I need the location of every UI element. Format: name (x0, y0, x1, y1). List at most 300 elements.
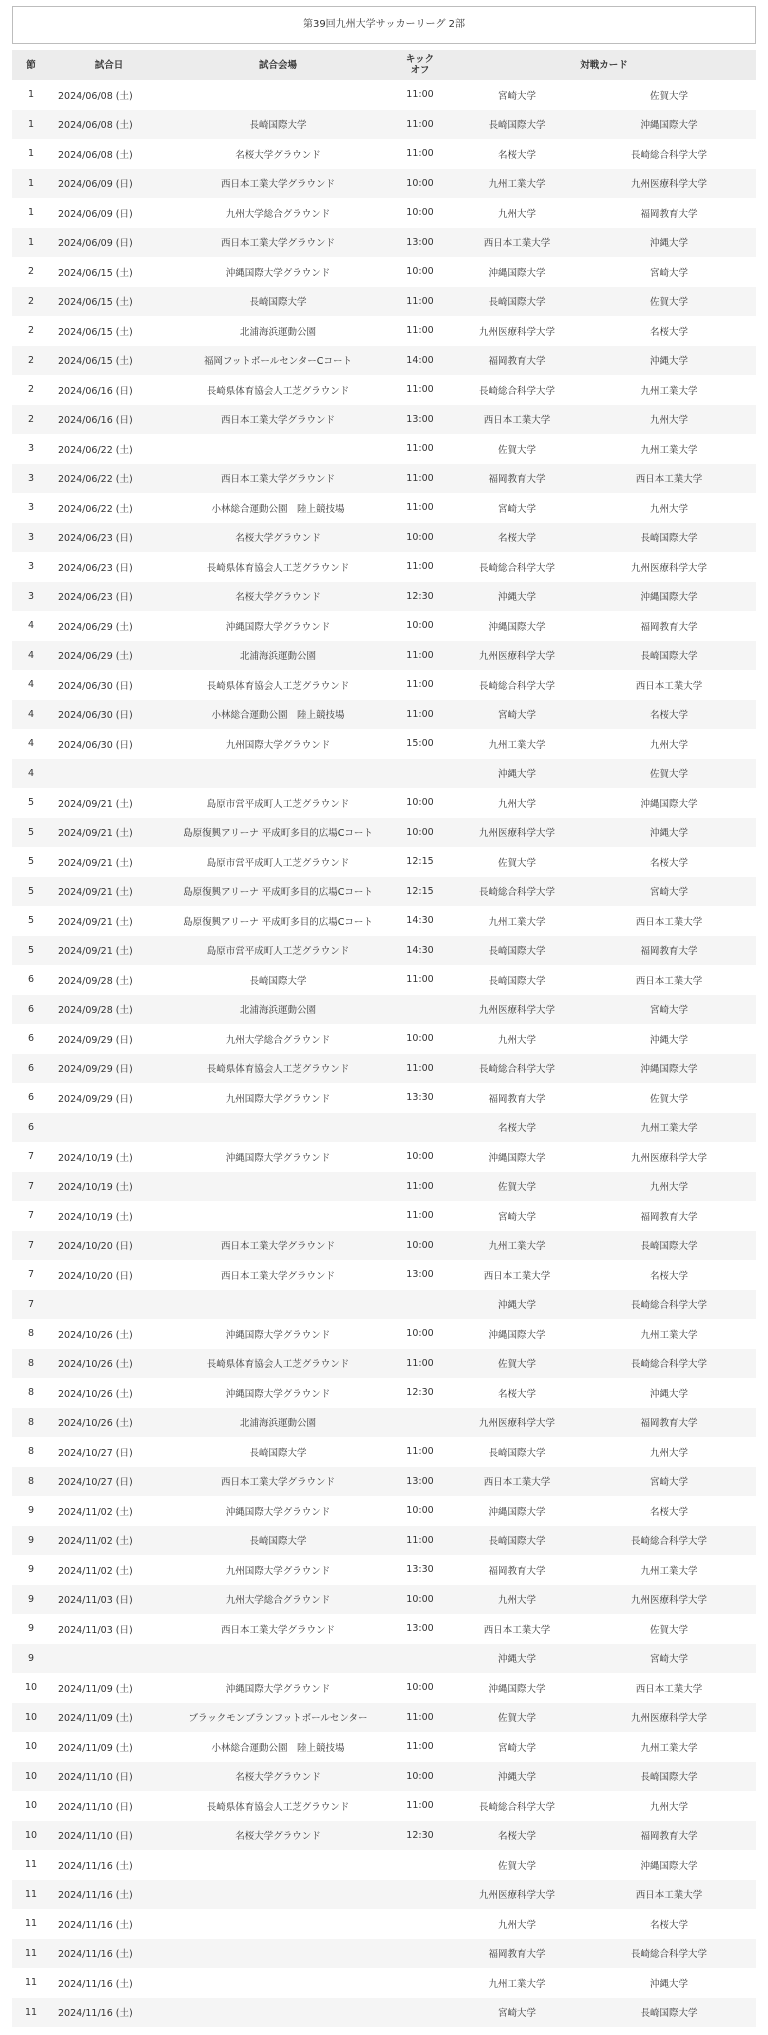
cell-section: 8 (27, 1446, 35, 1458)
cell-home-team: 九州工業大学 (488, 1241, 546, 1253)
cell-date: 2024/06/09 (日) (58, 238, 133, 250)
cell-home-team: 長崎総合科学大学 (478, 1064, 555, 1076)
cell-kickoff (388, 759, 452, 789)
cell-home-team: 九州大学 (497, 1595, 536, 1607)
cell-home-team: 福岡教育大学 (488, 356, 546, 368)
cell-venue: 九州大学総合グラウンド (225, 208, 331, 220)
cell-home-team: 西日本工業大学 (483, 1477, 551, 1489)
table-row (12, 1998, 756, 2028)
cell-away-team: 九州大学 (650, 1801, 689, 1813)
table-row (12, 1408, 756, 1438)
cell-section: 1 (27, 236, 35, 248)
table-row (12, 493, 756, 523)
cell-home-team: 沖縄国際大学 (488, 1329, 546, 1341)
cell-section: 2 (27, 384, 35, 396)
cell-section: 4 (27, 767, 35, 779)
cell-kickoff: 13:00 (406, 1623, 434, 1635)
cell-away-team: 佐賀大学 (650, 1624, 689, 1636)
cell-date (50, 1290, 168, 1320)
cell-date: 2024/10/20 (日) (58, 1270, 133, 1282)
cell-section: 5 (27, 826, 35, 838)
cell-away-team: 沖縄国際大学 (640, 1860, 698, 1872)
cell-kickoff: 11:00 (406, 1800, 434, 1812)
cell-date: 2024/11/10 (日) (58, 1801, 133, 1813)
table-row (12, 1319, 756, 1349)
cell-date: 2024/06/09 (日) (58, 179, 133, 191)
table-row (12, 80, 756, 110)
cell-venue: 島原復興アリーナ 平成町多目的広場Cコート (183, 828, 373, 840)
cell-kickoff: 11:00 (406, 1741, 434, 1753)
cell-date: 2024/11/09 (土) (58, 1742, 133, 1754)
cell-section: 9 (27, 1564, 35, 1576)
cell-away-team: 沖縄大学 (650, 1034, 689, 1046)
cell-venue: 長崎県体育協会人工芝グラウンド (206, 1359, 350, 1371)
cell-section: 8 (27, 1387, 35, 1399)
cell-section: 8 (27, 1328, 35, 1340)
cell-kickoff: 11:00 (406, 708, 434, 720)
cell-date: 2024/06/23 (日) (58, 533, 133, 545)
cell-section: 11 (24, 1977, 38, 1989)
cell-kickoff: 11:00 (406, 1180, 434, 1192)
cell-home-team: 西日本工業大学 (483, 1270, 551, 1282)
cell-venue: 九州国際大学グラウンド (225, 1093, 331, 1105)
cell-away-team: 沖縄大学 (650, 1388, 689, 1400)
cell-home-team: 沖縄国際大学 (488, 1506, 546, 1518)
cell-kickoff: 11:00 (406, 974, 434, 986)
cell-date: 2024/09/21 (土) (58, 916, 133, 928)
cell-away-team: 長崎総合科学大学 (631, 1949, 708, 1961)
cell-date: 2024/09/21 (土) (58, 946, 133, 958)
cell-away-team: 長崎総合科学大学 (631, 1359, 708, 1371)
cell-section: 1 (27, 148, 35, 160)
cell-kickoff: 10:00 (406, 1151, 434, 1163)
table-row (12, 1054, 756, 1084)
cell-venue: 九州大学総合グラウンド (225, 1595, 331, 1607)
cell-venue: 沖縄国際大学グラウンド (225, 1329, 331, 1341)
cell-section: 10 (24, 1741, 38, 1753)
cell-home-team: 西日本工業大学 (483, 1624, 551, 1636)
cell-kickoff (388, 1939, 452, 1969)
cell-date: 2024/06/30 (日) (58, 739, 133, 751)
table-row (12, 1732, 756, 1762)
cell-date: 2024/06/29 (土) (58, 651, 133, 663)
cell-section: 5 (27, 885, 35, 897)
cell-home-team: 名桜大学 (497, 149, 536, 161)
cell-kickoff: 11:00 (406, 1357, 434, 1369)
cell-venue: 西日本工業大学グラウンド (220, 1270, 335, 1282)
cell-section: 6 (27, 1092, 35, 1104)
cell-venue: 西日本工業大学グラウンド (220, 238, 335, 250)
cell-section: 6 (27, 1033, 35, 1045)
cell-kickoff: 11:00 (406, 1534, 434, 1546)
cell-kickoff: 11:00 (406, 1062, 434, 1074)
cell-home-team: 沖縄国際大学 (488, 1152, 546, 1164)
cell-home-team: 福岡教育大学 (488, 1093, 546, 1105)
cell-away-team: 佐賀大学 (650, 1093, 689, 1105)
cell-section: 1 (27, 177, 35, 189)
cell-kickoff: 13:00 (406, 1269, 434, 1281)
cell-kickoff: 11:00 (406, 443, 434, 455)
schedule-table (12, 50, 756, 2027)
cell-date: 2024/06/23 (日) (58, 562, 133, 574)
cell-section: 2 (27, 266, 35, 278)
cell-kickoff (388, 1113, 452, 1143)
cell-away-team: 福岡教育大学 (640, 1831, 698, 1843)
table-row (12, 405, 756, 435)
cell-away-team: 福岡教育大学 (640, 208, 698, 220)
cell-date: 2024/06/15 (土) (58, 356, 133, 368)
table-row (12, 1703, 756, 1733)
cell-section: 8 (27, 1357, 35, 1369)
cell-venue (168, 1290, 388, 1320)
cell-home-team: 長崎総合科学大学 (478, 385, 555, 397)
cell-venue: ブラックモンブランフットボールセンター (188, 1713, 368, 1725)
cell-home-team: 宮崎大学 (497, 1742, 536, 1754)
cell-date: 2024/10/26 (土) (58, 1329, 133, 1341)
cell-date: 2024/11/09 (土) (58, 1683, 133, 1695)
cell-section: 10 (24, 1682, 38, 1694)
cell-kickoff: 10:00 (406, 620, 434, 632)
cell-venue (168, 1644, 388, 1674)
cell-venue: 沖縄国際大学グラウンド (225, 1683, 331, 1695)
table-row (12, 788, 756, 818)
table-row (12, 434, 756, 464)
cell-away-team: 名桜大学 (650, 1506, 689, 1518)
cell-away-team: 沖縄大学 (650, 238, 689, 250)
cell-kickoff: 14:30 (406, 915, 434, 927)
cell-section: 11 (24, 1859, 38, 1871)
table-row (12, 670, 756, 700)
table-row (12, 287, 756, 317)
cell-section: 4 (27, 620, 35, 632)
cell-kickoff: 10:00 (406, 266, 434, 278)
cell-home-team: 長崎総合科学大学 (478, 680, 555, 692)
cell-section: 7 (27, 1151, 35, 1163)
table-row (12, 1024, 756, 1054)
cell-kickoff: 14:00 (406, 354, 434, 366)
cell-section: 3 (27, 590, 35, 602)
cell-venue: 北浦海浜運動公園 (239, 651, 316, 663)
cell-kickoff: 11:00 (406, 679, 434, 691)
cell-away-team: 九州医療科学大学 (631, 179, 708, 191)
cell-home-team: 長崎国際大学 (488, 1447, 546, 1459)
table-row (12, 1762, 756, 1792)
cell-date: 2024/10/20 (日) (58, 1241, 133, 1253)
cell-kickoff: 13:30 (406, 1564, 434, 1576)
cell-kickoff: 11:00 (406, 118, 434, 130)
cell-home-team: 九州医療科学大学 (478, 828, 555, 840)
cell-venue: 長崎国際大学 (249, 1536, 307, 1548)
cell-away-team: 佐賀大学 (650, 90, 689, 102)
cell-away-team: 九州工業大学 (640, 1329, 698, 1341)
cell-date: 2024/10/26 (土) (58, 1388, 133, 1400)
cell-venue: 小林総合運動公園 陸上競技場 (211, 1742, 345, 1754)
cell-section: 1 (27, 89, 35, 101)
cell-kickoff: 11:00 (406, 1210, 434, 1222)
cell-kickoff: 11:00 (406, 325, 434, 337)
cell-kickoff: 11:00 (406, 384, 434, 396)
cell-date: 2024/06/15 (土) (58, 267, 133, 279)
cell-away-team: 長崎総合科学大学 (631, 1300, 708, 1312)
cell-venue: 長崎国際大学 (249, 975, 307, 987)
cell-away-team: 長崎国際大学 (640, 533, 698, 545)
cell-venue (168, 1909, 388, 1939)
cell-date (50, 1644, 168, 1674)
cell-section: 3 (27, 561, 35, 573)
cell-date: 2024/06/23 (日) (58, 592, 133, 604)
table-row (12, 1172, 756, 1202)
cell-venue (168, 1998, 388, 2028)
cell-kickoff: 11:00 (406, 1711, 434, 1723)
cell-kickoff: 11:00 (406, 89, 434, 101)
table-row (12, 316, 756, 346)
cell-venue: 島原復興アリーナ 平成町多目的広場Cコート (183, 887, 373, 899)
cell-venue: 長崎県体育協会人工芝グラウンド (206, 680, 350, 692)
cell-kickoff: 10:00 (406, 1505, 434, 1517)
cell-away-team: 名桜大学 (650, 1270, 689, 1282)
cell-kickoff: 11:00 (406, 148, 434, 160)
cell-home-team: 佐賀大学 (497, 444, 536, 456)
cell-date: 2024/06/08 (土) (58, 90, 133, 102)
header-date: 試合日 (94, 59, 124, 71)
cell-venue: 西日本工業大学グラウンド (220, 415, 335, 427)
cell-home-team: 名桜大学 (497, 533, 536, 545)
table-row (12, 1673, 756, 1703)
cell-kickoff (388, 995, 452, 1025)
table-row (12, 110, 756, 140)
table-row (12, 936, 756, 966)
cell-away-team: 九州工業大学 (640, 444, 698, 456)
cell-venue: 西日本工業大学グラウンド (220, 1477, 335, 1489)
cell-venue: 九州国際大学グラウンド (225, 739, 331, 751)
table-row (12, 847, 756, 877)
cell-venue: 小林総合運動公園 陸上競技場 (211, 503, 345, 515)
cell-date: 2024/06/22 (土) (58, 444, 133, 456)
cell-home-team: 沖縄大学 (497, 592, 536, 604)
cell-section: 5 (27, 797, 35, 809)
cell-away-team: 九州大学 (650, 503, 689, 515)
cell-section: 6 (27, 1062, 35, 1074)
cell-date: 2024/10/19 (土) (58, 1182, 133, 1194)
cell-section: 5 (27, 944, 35, 956)
cell-kickoff: 11:00 (406, 1446, 434, 1458)
cell-date: 2024/06/16 (日) (58, 415, 133, 427)
cell-home-team: 佐賀大学 (497, 1359, 536, 1371)
cell-section: 3 (27, 443, 35, 455)
cell-section: 10 (24, 1770, 38, 1782)
cell-kickoff: 13:30 (406, 1092, 434, 1104)
cell-section: 8 (27, 1416, 35, 1428)
cell-section: 2 (27, 325, 35, 337)
cell-section: 4 (27, 679, 35, 691)
table-row (12, 995, 756, 1025)
cell-away-team: 長崎国際大学 (640, 651, 698, 663)
cell-date: 2024/06/30 (日) (58, 680, 133, 692)
table-row (12, 1555, 756, 1585)
cell-home-team: 長崎国際大学 (488, 297, 546, 309)
cell-kickoff: 11:00 (406, 561, 434, 573)
cell-home-team: 九州工業大学 (488, 739, 546, 751)
cell-away-team: 沖縄国際大学 (640, 798, 698, 810)
cell-kickoff: 12:15 (406, 885, 434, 897)
table-row (12, 1349, 756, 1379)
cell-venue: 名桜大学グラウンド (235, 592, 321, 604)
cell-date: 2024/06/29 (土) (58, 621, 133, 633)
cell-kickoff: 10:00 (406, 826, 434, 838)
cell-home-team: 九州医療科学大学 (478, 651, 555, 663)
cell-home-team: 長崎総合科学大学 (478, 1801, 555, 1813)
cell-away-team: 九州大学 (650, 739, 689, 751)
cell-date: 2024/11/16 (土) (58, 1949, 133, 1961)
cell-away-team: 福岡教育大学 (640, 946, 698, 958)
cell-kickoff (388, 1644, 452, 1674)
cell-venue: 名桜大学グラウンド (235, 1772, 321, 1784)
cell-kickoff: 11:00 (406, 472, 434, 484)
cell-venue: 沖縄国際大学グラウンド (225, 1506, 331, 1518)
cell-date: 2024/11/16 (土) (58, 1978, 133, 1990)
cell-date: 2024/06/15 (土) (58, 326, 133, 338)
table-row (12, 1231, 756, 1261)
cell-date: 2024/06/22 (土) (58, 474, 133, 486)
cell-date: 2024/11/16 (土) (58, 1890, 133, 1902)
cell-venue: 小林総合運動公園 陸上競技場 (211, 710, 345, 722)
cell-home-team: 九州医療科学大学 (478, 326, 555, 338)
cell-date: 2024/09/28 (土) (58, 1005, 133, 1017)
table-row (12, 198, 756, 228)
cell-kickoff: 10:00 (406, 1033, 434, 1045)
cell-kickoff (388, 1850, 452, 1880)
cell-section: 7 (27, 1210, 35, 1222)
cell-kickoff: 10:00 (406, 1770, 434, 1782)
cell-venue: 北浦海浜運動公園 (239, 326, 316, 338)
cell-home-team: 九州大学 (497, 1034, 536, 1046)
cell-home-team: 長崎国際大学 (488, 975, 546, 987)
cell-date: 2024/11/02 (土) (58, 1506, 133, 1518)
cell-section: 7 (27, 1298, 35, 1310)
table-body (12, 80, 756, 2027)
cell-away-team: 長崎総合科学大学 (631, 149, 708, 161)
cell-kickoff: 13:00 (406, 1475, 434, 1487)
table-row (12, 375, 756, 405)
cell-away-team: 九州医療科学大学 (631, 1152, 708, 1164)
cell-date (50, 759, 168, 789)
cell-venue: 西日本工業大学グラウンド (220, 1241, 335, 1253)
cell-home-team: 長崎国際大学 (488, 1536, 546, 1548)
cell-home-team: 名桜大学 (497, 1123, 536, 1135)
cell-venue: 名桜大学グラウンド (235, 533, 321, 545)
cell-kickoff: 10:00 (406, 1239, 434, 1251)
cell-venue (168, 1880, 388, 1910)
table-row (12, 1260, 756, 1290)
cell-venue: 九州大学総合グラウンド (225, 1034, 331, 1046)
cell-away-team: 長崎総合科学大学 (631, 1536, 708, 1548)
table-row (12, 1290, 756, 1320)
cell-date: 2024/06/08 (土) (58, 149, 133, 161)
cell-home-team: 九州医療科学大学 (478, 1890, 555, 1902)
cell-venue: 沖縄国際大学グラウンド (225, 267, 331, 279)
cell-venue: 長崎県体育協会人工芝グラウンド (206, 1801, 350, 1813)
cell-home-team: 佐賀大学 (497, 1713, 536, 1725)
cell-date: 2024/10/19 (土) (58, 1211, 133, 1223)
cell-home-team: 九州大学 (497, 1919, 536, 1931)
cell-away-team: 西日本工業大学 (635, 975, 703, 987)
cell-kickoff: 12:30 (406, 1829, 434, 1841)
table-row (12, 1644, 756, 1674)
cell-away-team: 名桜大学 (650, 326, 689, 338)
cell-home-team: 九州医療科学大学 (478, 1005, 555, 1017)
cell-venue (168, 80, 388, 110)
cell-date: 2024/06/08 (土) (58, 120, 133, 132)
cell-section: 2 (27, 413, 35, 425)
table-row (12, 611, 756, 641)
cell-section: 2 (27, 295, 35, 307)
cell-away-team: 宮崎大学 (650, 1005, 689, 1017)
cell-home-team: 沖縄大学 (497, 1654, 536, 1666)
cell-section: 5 (27, 915, 35, 927)
cell-home-team: 名桜大学 (497, 1388, 536, 1400)
cell-away-team: 沖縄国際大学 (640, 120, 698, 132)
cell-away-team: 宮崎大学 (650, 1654, 689, 1666)
table-row (12, 346, 756, 376)
cell-home-team: 宮崎大学 (497, 90, 536, 102)
cell-home-team: 沖縄大学 (497, 1300, 536, 1312)
cell-away-team: 九州工業大学 (640, 1742, 698, 1754)
cell-kickoff: 12:30 (406, 590, 434, 602)
cell-away-team: 九州大学 (650, 415, 689, 427)
cell-venue (168, 759, 388, 789)
cell-away-team: 西日本工業大学 (635, 1683, 703, 1695)
cell-away-team: 西日本工業大学 (635, 916, 703, 928)
cell-away-team: 西日本工業大学 (635, 1890, 703, 1902)
cell-section: 4 (27, 649, 35, 661)
cell-away-team: 九州工業大学 (640, 1123, 698, 1135)
cell-date: 2024/10/27 (日) (58, 1447, 133, 1459)
cell-away-team: 宮崎大学 (650, 267, 689, 279)
cell-venue: 長崎国際大学 (249, 120, 307, 132)
cell-home-team: 沖縄国際大学 (488, 621, 546, 633)
table-row (12, 257, 756, 287)
cell-venue: 長崎県体育協会人工芝グラウンド (206, 1064, 350, 1076)
cell-kickoff (388, 1880, 452, 1910)
cell-venue: 北浦海浜運動公園 (239, 1005, 316, 1017)
cell-section: 9 (27, 1623, 35, 1635)
cell-section: 7 (27, 1269, 35, 1281)
cell-home-team: 沖縄大学 (497, 769, 536, 781)
cell-away-team: 佐賀大学 (650, 297, 689, 309)
cell-home-team: 佐賀大学 (497, 1182, 536, 1194)
cell-venue: 長崎国際大学 (249, 1447, 307, 1459)
cell-date: 2024/09/29 (日) (58, 1064, 133, 1076)
table-row (12, 582, 756, 612)
cell-kickoff: 12:15 (406, 856, 434, 868)
cell-section: 9 (27, 1593, 35, 1605)
cell-away-team: 宮崎大学 (650, 1477, 689, 1489)
table-row (12, 1968, 756, 1998)
cell-date: 2024/11/10 (日) (58, 1772, 133, 1784)
cell-home-team: 長崎国際大学 (488, 946, 546, 958)
cell-date: 2024/11/03 (日) (58, 1624, 133, 1636)
cell-date: 2024/11/09 (土) (58, 1713, 133, 1725)
cell-venue: 福岡フットボールセンターCコート (204, 356, 352, 368)
cell-kickoff: 10:00 (406, 1593, 434, 1605)
cell-venue: 島原市営平成町人工芝グラウンド (206, 946, 350, 958)
cell-section: 1 (27, 118, 35, 130)
cell-home-team: 九州工業大学 (488, 1978, 546, 1990)
table-row (12, 1909, 756, 1939)
cell-section: 2 (27, 354, 35, 366)
table-row (12, 1496, 756, 1526)
cell-home-team: 西日本工業大学 (483, 415, 551, 427)
